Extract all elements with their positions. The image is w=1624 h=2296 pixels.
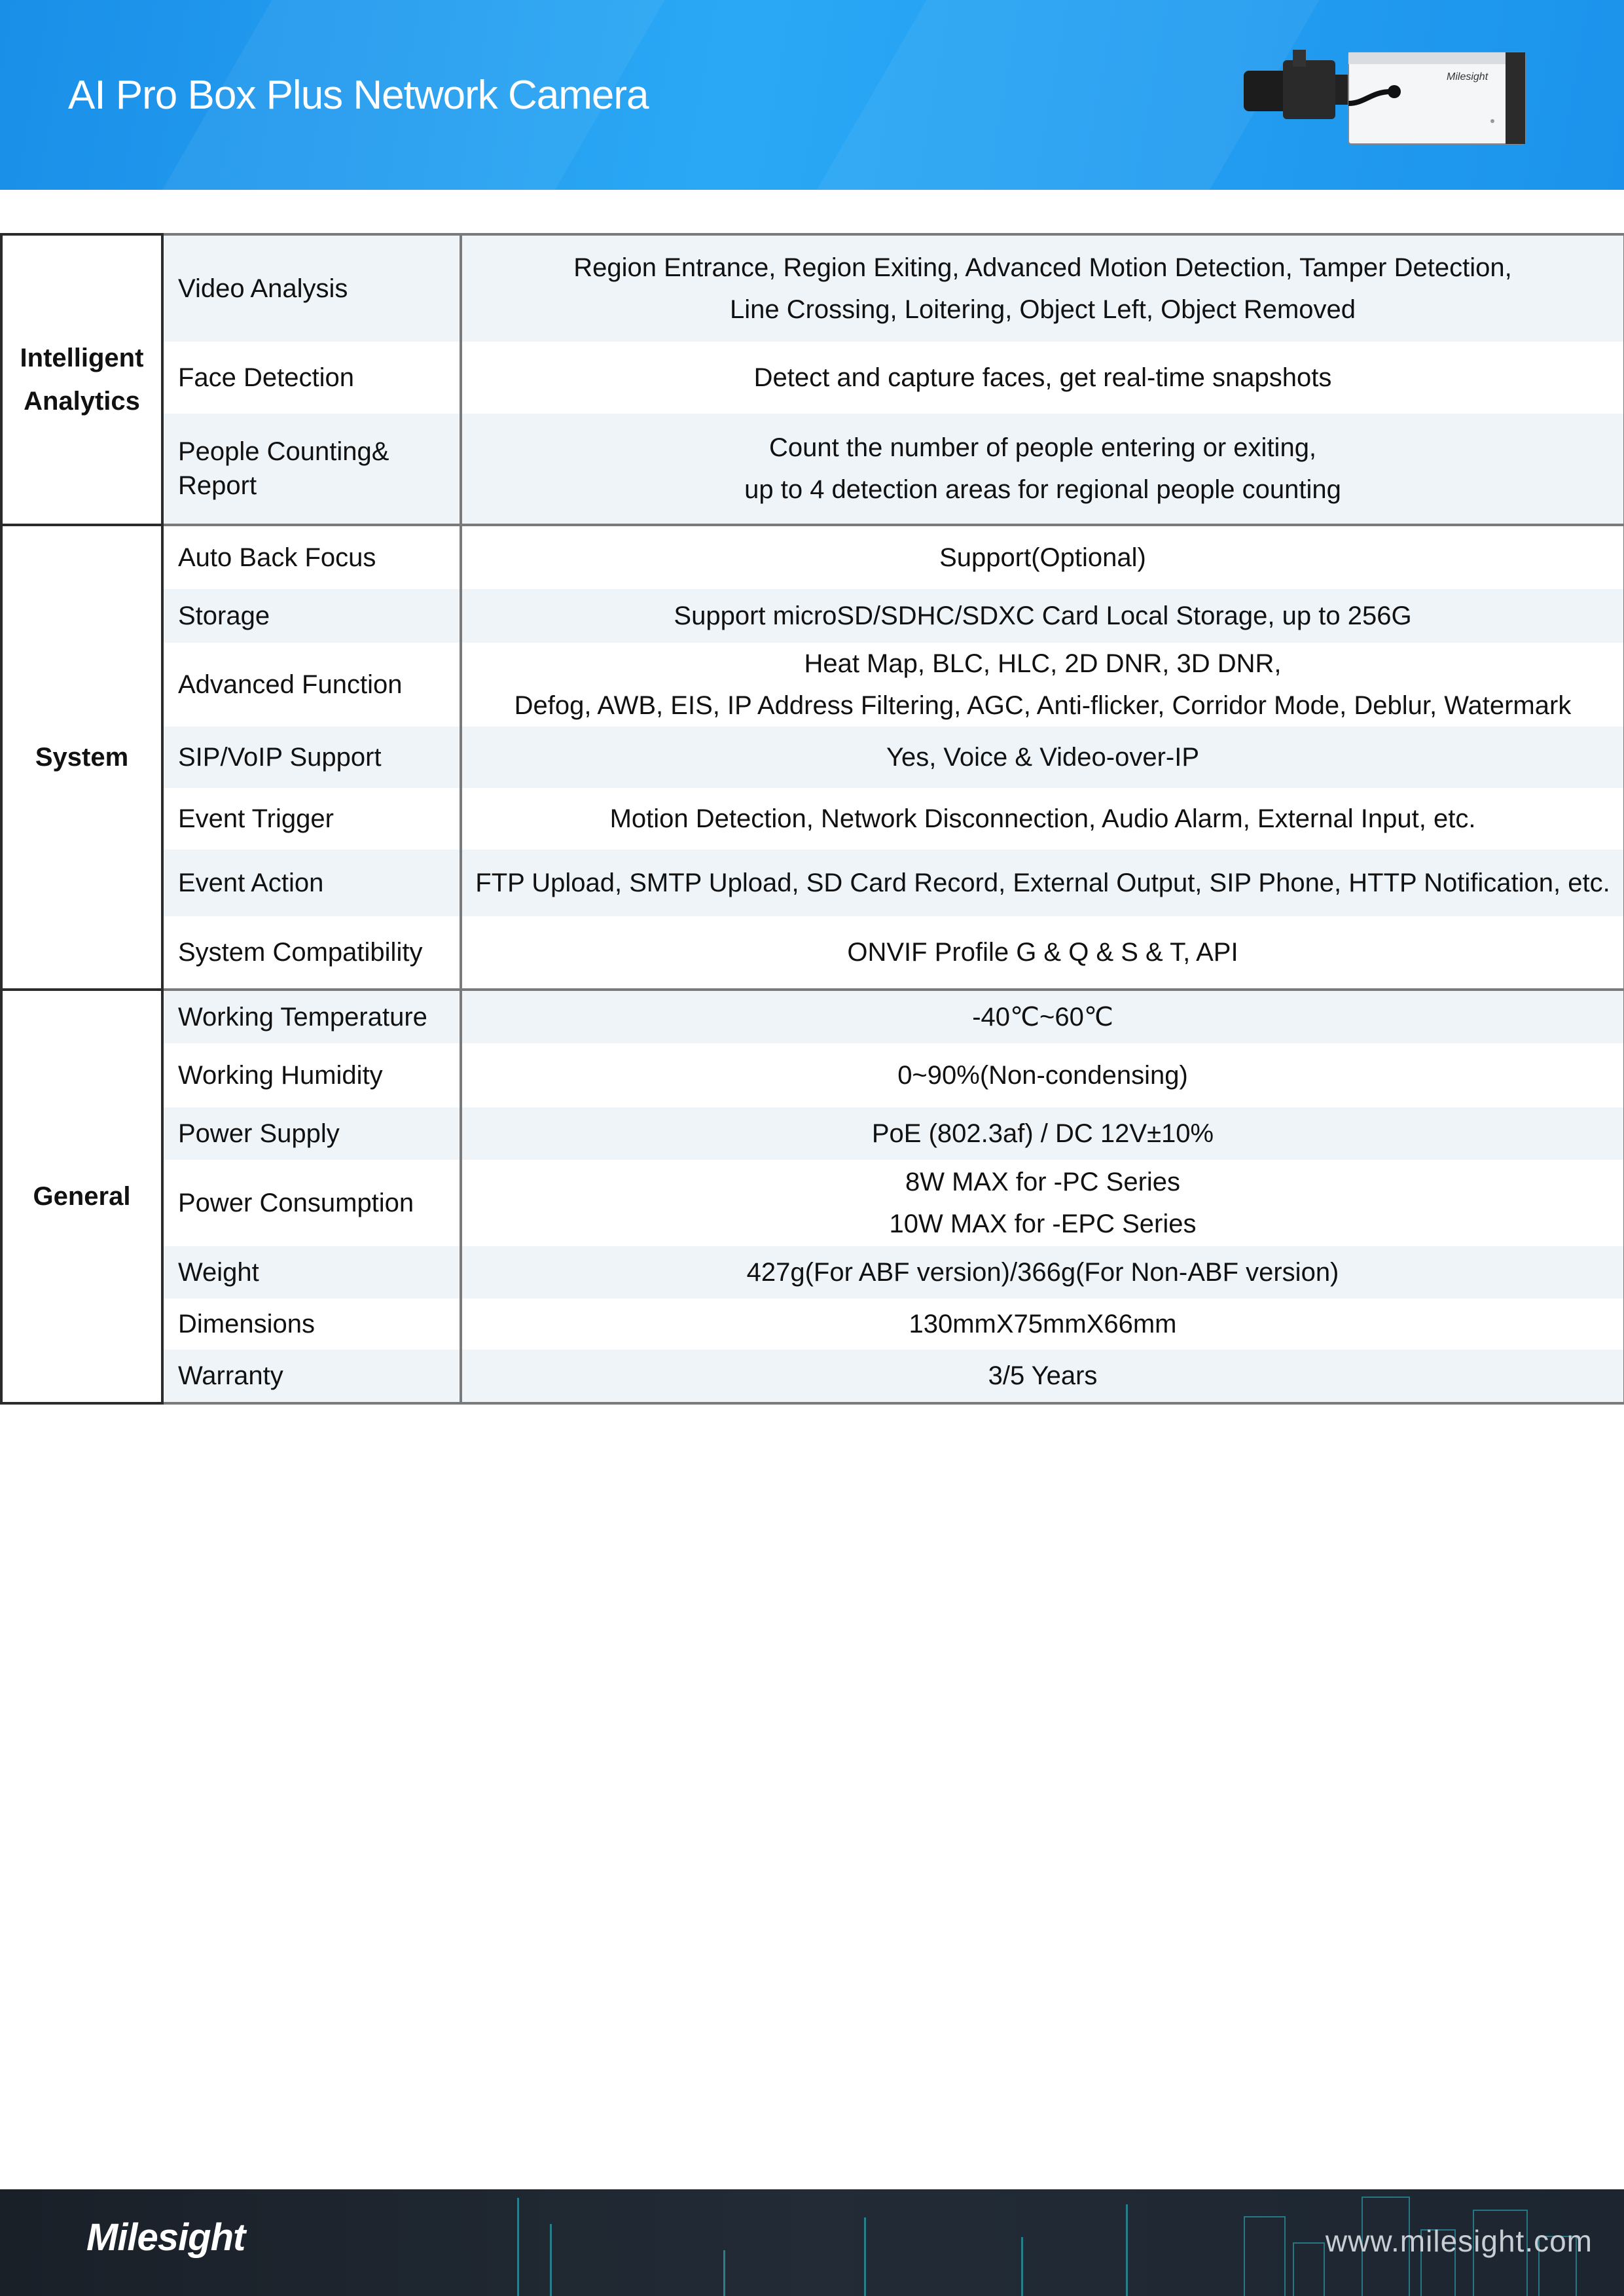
table-row	[1, 525, 1624, 589]
row-label: SIP/VoIP Support	[162, 726, 461, 788]
category-cell	[1, 525, 162, 990]
row-label: Working Humidity	[162, 1043, 461, 1107]
row-value: 130mmX75mmX66mm	[461, 1299, 1624, 1350]
row-label: Face Detection	[162, 342, 461, 414]
table-row	[1, 850, 1624, 916]
camera-brand-text: Milesight	[1447, 71, 1489, 82]
row-label: Power Consumption	[162, 1160, 461, 1246]
row-label: Power Supply	[162, 1107, 461, 1160]
row-value: Detect and capture faces, get real-time snapshots	[461, 342, 1624, 414]
row-value: 8W MAX for -PC Series 10W MAX for -EPC Series	[461, 1160, 1624, 1246]
row-value: 3/5 Years	[461, 1350, 1624, 1403]
row-label: System Compatibility	[162, 916, 461, 990]
decor-building	[1244, 2216, 1286, 2296]
row-value: Motion Detection, Network Disconnection, Audio Alarm, External Input, etc.	[461, 788, 1624, 850]
table-row	[1, 589, 1624, 643]
category-label: Intelligent Analytics	[20, 344, 144, 416]
table-row	[1, 916, 1624, 990]
table-row	[1, 1246, 1624, 1299]
table-row	[1, 643, 1624, 726]
header-banner	[0, 0, 1624, 190]
row-value: 0~90%(Non-condensing)	[461, 1043, 1624, 1107]
row-label: Dimensions	[162, 1299, 461, 1350]
table-row	[1, 788, 1624, 850]
decor-line	[864, 2217, 866, 2296]
row-label: People Counting& Report	[162, 414, 461, 525]
row-value: Support microSD/SDHC/SDXC Card Local Storage, up to 256G	[461, 589, 1624, 643]
table-row	[1, 726, 1624, 788]
row-value: Support(Optional)	[461, 525, 1624, 589]
decor-line	[1126, 2204, 1128, 2296]
row-label: Event Action	[162, 850, 461, 916]
row-value: -40℃~60℃	[461, 990, 1624, 1043]
table-row	[1, 990, 1624, 1043]
row-label: Weight	[162, 1246, 461, 1299]
decor-line	[723, 2250, 725, 2296]
row-value: Count the number of people entering or exiting, up to 4 detection areas for regional people counting	[461, 414, 1624, 525]
row-label: Advanced Function	[162, 643, 461, 726]
table-row	[1, 1350, 1624, 1403]
row-label: Auto Back Focus	[162, 525, 461, 589]
table-row	[1, 1160, 1624, 1246]
row-label: Event Trigger	[162, 788, 461, 850]
footer	[0, 2189, 1624, 2296]
decor-line	[550, 2224, 552, 2296]
table-row	[1, 342, 1624, 414]
spec-table	[0, 233, 1624, 1405]
category-label: General	[33, 1182, 131, 1211]
table-row	[1, 1107, 1624, 1160]
row-value: Yes, Voice & Video-over-IP	[461, 726, 1624, 788]
camera-product-image	[1244, 46, 1532, 151]
category-label: System	[35, 743, 129, 772]
row-label: Working Temperature	[162, 990, 461, 1043]
row-value: Region Entrance, Region Exiting, Advanced Motion Detection, Tamper Detection, Line Crossing, Loitering, Object Left, Object Removed	[461, 234, 1624, 342]
row-label: Video Analysis	[162, 234, 461, 342]
decor-building	[1293, 2242, 1325, 2296]
decor-line	[517, 2198, 519, 2296]
row-label: Warranty	[162, 1350, 461, 1403]
row-value: FTP Upload, SMTP Upload, SD Card Record, External Output, SIP Phone, HTTP Notification, etc.	[461, 850, 1624, 916]
row-label: Storage	[162, 589, 461, 643]
row-value: ONVIF Profile G & Q & S & T, API	[461, 916, 1624, 990]
row-value: 427g(For ABF version)/366g(For Non-ABF version)	[461, 1246, 1624, 1299]
row-value: Heat Map, BLC, HLC, 2D DNR, 3D DNR, Defog, AWB, EIS, IP Address Filtering, AGC, Anti-flicker, Corridor Mode, Deblur, Watermark	[461, 643, 1624, 726]
page-title: AI Pro Box Plus Network Camera	[68, 73, 649, 118]
category-cell	[1, 990, 162, 1403]
table-row	[1, 1043, 1624, 1107]
footer-url[interactable]: www.milesight.com	[1325, 2224, 1593, 2258]
table-row	[1, 234, 1624, 342]
row-value: PoE (802.3af) / DC 12V±10%	[461, 1107, 1624, 1160]
table-row	[1, 1299, 1624, 1350]
category-cell	[1, 234, 162, 525]
table-row	[1, 414, 1624, 525]
decor-line	[1021, 2237, 1023, 2296]
footer-logo: Milesight	[86, 2216, 245, 2259]
